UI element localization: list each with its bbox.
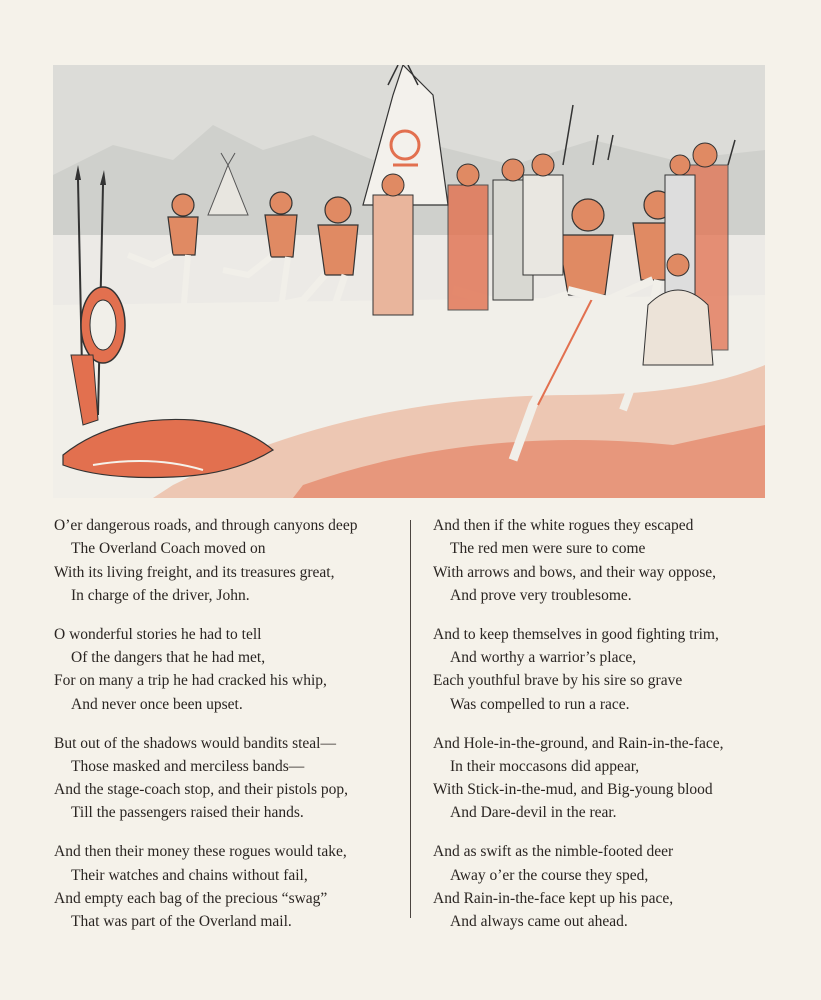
poem-line: And never once been upset. bbox=[71, 695, 243, 713]
poem-line: Those masked and merciless bands— bbox=[71, 757, 305, 775]
race-illustration-drawing bbox=[53, 65, 765, 498]
poem-line: And worthy a warrior’s place, bbox=[450, 649, 637, 667]
poem-line: And then if the white rogues they escaped bbox=[433, 517, 694, 534]
poem-line: And prove very troublesome. bbox=[450, 586, 632, 604]
stanza bbox=[433, 514, 793, 607]
poem-line: Of the dangers that he had met, bbox=[71, 649, 266, 667]
stanza bbox=[433, 840, 793, 933]
poem-line: But out of the shadows would bandits steal— bbox=[54, 734, 336, 752]
poem-line: The red men were sure to come bbox=[450, 540, 646, 558]
poem-line: And empty each bag of the precious “swag” bbox=[54, 889, 328, 907]
poem-line: In their moccasons did appear, bbox=[450, 757, 640, 775]
poem-line: Away o’er the course they sped, bbox=[450, 866, 649, 884]
stanza bbox=[54, 732, 414, 825]
stanza bbox=[54, 514, 414, 607]
poem-right-column bbox=[433, 514, 793, 949]
poem-line: Was compelled to run a race. bbox=[450, 695, 630, 713]
poem-line: And Dare-devil in the rear. bbox=[450, 804, 617, 822]
poem-left-column bbox=[54, 514, 414, 949]
poem-line: With Stick-in-the-mud, and Big-young blood bbox=[433, 781, 713, 799]
poem-line: For on many a trip he had cracked his whip, bbox=[54, 672, 327, 690]
poem-line: Their watches and chains without fail, bbox=[71, 866, 308, 884]
stanza bbox=[433, 623, 793, 716]
poem-line: And then their money these rogues would take, bbox=[54, 843, 347, 861]
poem-line: And Hole-in-the-ground, and Rain-in-the-face, bbox=[433, 734, 724, 752]
poem-line: And as swift as the nimble-footed deer bbox=[433, 843, 674, 861]
poem-line: In charge of the driver, John. bbox=[71, 586, 250, 604]
poem-line: O wonderful stories he had to tell bbox=[54, 625, 262, 643]
poem-line: With its living freight, and its treasures great, bbox=[54, 563, 335, 581]
stanza bbox=[433, 732, 793, 825]
poem-line: And Rain-in-the-face kept up his pace, bbox=[433, 889, 674, 907]
poem-line: That was part of the Overland mail. bbox=[71, 913, 292, 931]
stanza bbox=[54, 840, 414, 933]
column-divider bbox=[410, 520, 411, 918]
poem-line: The Overland Coach moved on bbox=[71, 540, 266, 558]
poem-line: Till the passengers raised their hands. bbox=[71, 804, 304, 822]
stanza bbox=[54, 623, 414, 716]
poem-line: And to keep themselves in good fighting trim, bbox=[433, 625, 719, 643]
poem-line: And the stage-coach stop, and their pistols pop, bbox=[54, 781, 349, 799]
race-illustration bbox=[53, 65, 765, 498]
poem-line: With arrows and bows, and their way oppose, bbox=[433, 563, 717, 581]
poem-line: O’er dangerous roads, and through canyons deep bbox=[54, 517, 358, 534]
poem-line: Each youthful brave by his sire so grave bbox=[433, 672, 683, 690]
poem-line: And always came out ahead. bbox=[450, 913, 628, 931]
